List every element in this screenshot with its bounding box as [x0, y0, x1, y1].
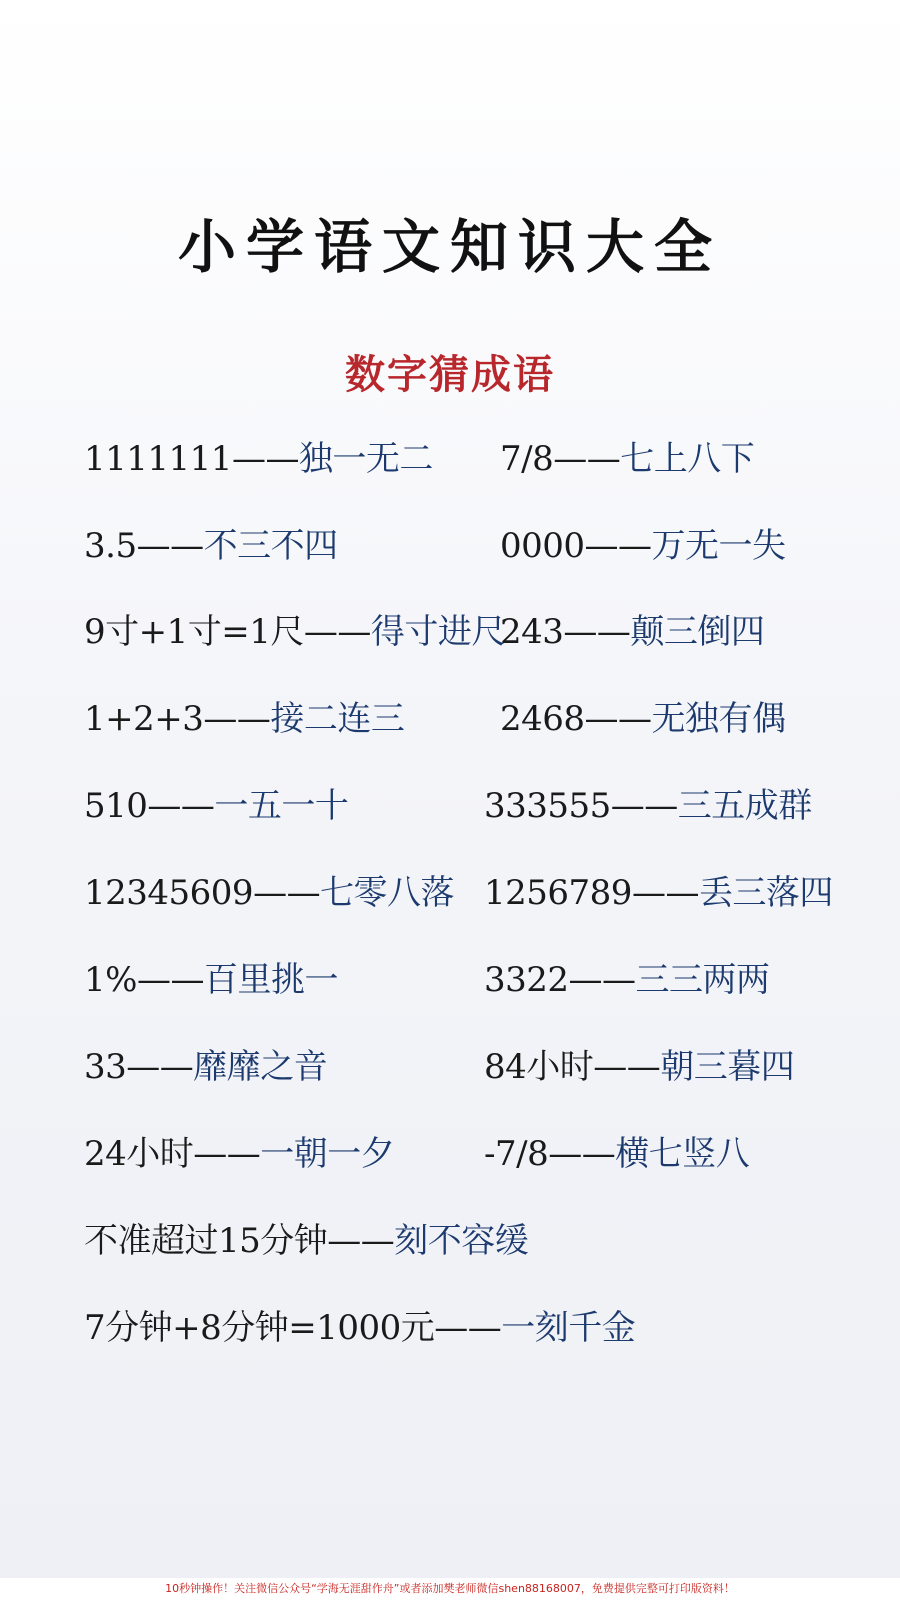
idiom-entry: [84, 873, 454, 913]
entry-idiom: 丢三落四: [698, 873, 833, 913]
entry-separator: ——: [303, 612, 371, 652]
idiom-entry: [484, 1047, 794, 1087]
entry-clue: 1+2+3: [84, 699, 204, 739]
idiom-entry: [500, 526, 786, 566]
entry-idiom: 一刻千金: [501, 1308, 636, 1348]
entry-clue: 3322: [484, 960, 569, 1000]
idiom-entry: [84, 1047, 327, 1087]
entry-separator: ——: [568, 960, 636, 1000]
entry-clue: 24小时: [84, 1134, 194, 1174]
entry-separator: ——: [434, 1308, 502, 1348]
entry-clue: 243: [500, 612, 564, 652]
entry-separator: ——: [126, 1047, 194, 1087]
entry-separator: ——: [584, 699, 652, 739]
idiom-entry: [84, 1308, 635, 1348]
idiom-entry: [484, 786, 812, 826]
entry-clue: 12345609: [84, 873, 254, 913]
idiom-entry: [500, 612, 764, 652]
entry-clue: 333555: [484, 786, 611, 826]
entry-idiom: 七上八下: [620, 439, 755, 479]
entry-separator: ——: [327, 1221, 395, 1261]
idiom-entry: [484, 1134, 749, 1174]
entry-idiom: 朝三暮四: [660, 1047, 795, 1087]
entry-separator: ——: [548, 1134, 616, 1174]
idiom-entry: [84, 526, 338, 566]
idiom-entry: [84, 1134, 394, 1174]
entry-clue: 1256789: [484, 873, 632, 913]
entry-separator: ——: [253, 873, 321, 913]
entry-separator: ——: [136, 960, 204, 1000]
entry-clue: 1%: [84, 960, 137, 1000]
entry-separator: ——: [553, 439, 621, 479]
entry-separator: ——: [631, 873, 699, 913]
entry-clue: 33: [84, 1047, 127, 1087]
entry-clue: 不准超过15分钟: [84, 1221, 328, 1261]
entry-clue: -7/8: [484, 1134, 549, 1174]
entry-clue: 3.5: [84, 526, 137, 566]
idiom-entry: [484, 873, 833, 913]
entry-clue: 0000: [500, 526, 585, 566]
entry-idiom: 横七竖八: [615, 1134, 750, 1174]
entry-idiom: 靡靡之音: [193, 1047, 328, 1087]
entry-clue: 9寸+1寸=1尺: [84, 612, 304, 652]
entry-idiom: 三五成群: [677, 786, 812, 826]
idiom-entry: [500, 439, 754, 479]
entry-clue: 7/8: [500, 439, 554, 479]
entry-idiom: 独一无二: [298, 439, 433, 479]
idiom-entry: [84, 439, 433, 479]
entry-idiom: 一朝一夕: [260, 1134, 395, 1174]
entry-idiom: 得寸进尺: [370, 612, 505, 652]
section-subtitle: 数字猜成语: [345, 351, 555, 398]
entry-separator: ——: [593, 1047, 661, 1087]
idiom-entry: [84, 699, 404, 739]
idiom-entry: [84, 960, 338, 1000]
entry-separator: ——: [203, 699, 271, 739]
idiom-entry: [84, 612, 505, 652]
entry-clue: 7分钟+8分钟=1000元: [84, 1308, 435, 1348]
entry-separator: ——: [136, 526, 204, 566]
entry-separator: ——: [610, 786, 678, 826]
entry-idiom: 颠三倒四: [630, 612, 765, 652]
entry-separator: ——: [563, 612, 631, 652]
entry-idiom: 刻不容缓: [394, 1221, 529, 1261]
idiom-entry: [84, 786, 348, 826]
entry-idiom: 百里挑一: [203, 960, 338, 1000]
entry-idiom: 无独有偶: [651, 699, 786, 739]
entry-separator: ——: [231, 439, 299, 479]
entry-idiom: 万无一失: [651, 526, 786, 566]
entry-idiom: 接二连三: [270, 699, 405, 739]
idiom-entry: [84, 1221, 528, 1261]
idiom-entry: [484, 960, 770, 1000]
entry-idiom: 一五一十: [214, 786, 349, 826]
entry-separator: ——: [584, 526, 652, 566]
entry-idiom: 七零八落: [320, 873, 455, 913]
entry-idiom: 不三不四: [203, 526, 338, 566]
entry-clue: 1111111: [84, 439, 232, 479]
entry-separator: ——: [193, 1134, 261, 1174]
entry-clue: 510: [84, 786, 148, 826]
entry-idiom: 三三两两: [635, 960, 770, 1000]
idiom-entry: [500, 699, 786, 739]
footer-notice: 10秒钟操作！关注微信公众号“学海无涯甜作舟”或者添加樊老师微信shen88168007，免费提供完整可打印版资料！: [0, 1578, 900, 1600]
entry-clue: 84小时: [484, 1047, 594, 1087]
entry-clue: 2468: [500, 699, 585, 739]
entry-separator: ——: [147, 786, 215, 826]
page-title: 小学语文知识大全: [177, 213, 722, 281]
